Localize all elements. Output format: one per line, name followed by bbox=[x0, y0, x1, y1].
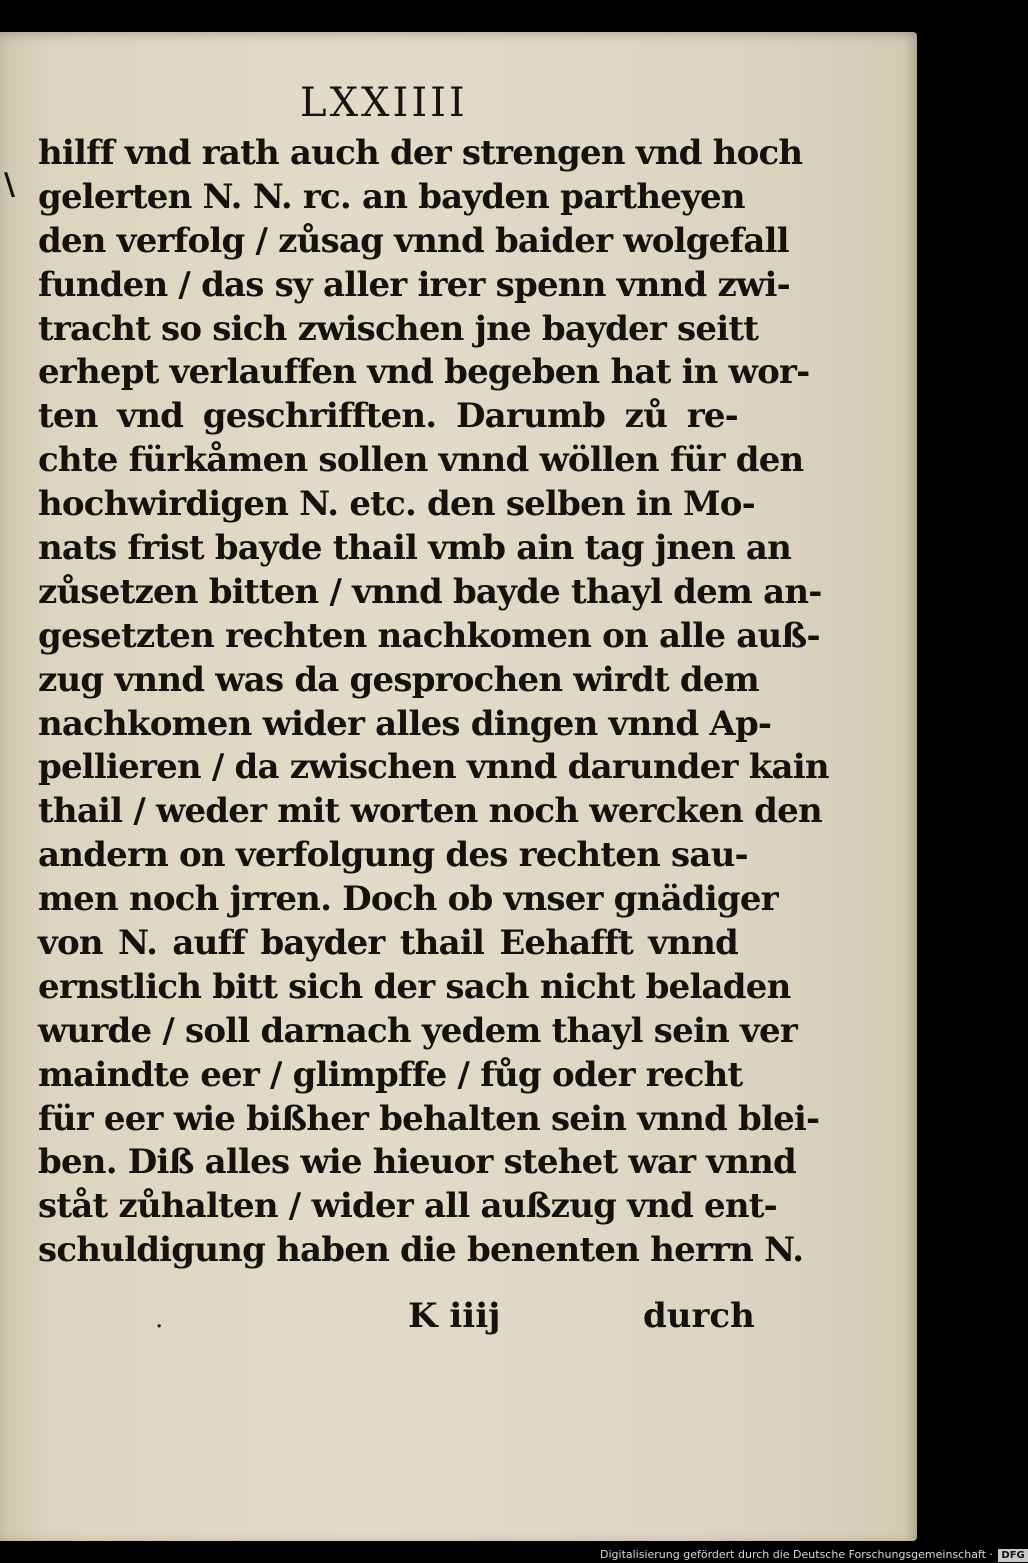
margin-mark: \ bbox=[4, 167, 15, 202]
text-line: den verfolg / zůsag vnnd baider wolgefall bbox=[38, 220, 789, 261]
margin-dot: . bbox=[155, 1304, 164, 1334]
catchword: durch bbox=[643, 1296, 755, 1336]
signature-mark: K iiij bbox=[408, 1296, 501, 1336]
text-line: ben. Diß alles wie hieuor stehet war vnnd bbox=[38, 1142, 796, 1183]
text-line: hochwirdigen N. etc. den selben in Mo‑ bbox=[38, 484, 755, 525]
folio-number: LXXIIII bbox=[300, 80, 468, 126]
text-line: thail / weder mit worten noch wercken den bbox=[38, 791, 822, 832]
text-line: nachkomen wider alles dingen vnnd Ap‑ bbox=[38, 703, 772, 744]
text-line: andern on verfolgung des rechten sau‑ bbox=[38, 835, 748, 876]
dfg-logo: DFG bbox=[998, 1549, 1027, 1562]
text-line: schuldigung haben die benenten herrn N. bbox=[38, 1230, 804, 1271]
text-line: ståt zůhalten / wider all außzug vnd ent‑ bbox=[38, 1186, 777, 1227]
text-line: pellieren / da zwischen vnnd darunder kain bbox=[38, 747, 829, 788]
credit-text: Digitalisierung gefördert durch die Deutsche Forschungsgemeinschaft · bbox=[600, 1548, 993, 1561]
text-line: hilff vnd rath auch der strengen vnd hoch bbox=[38, 133, 803, 173]
text-line: tracht so sich zwischen jne bayder seitt bbox=[38, 308, 759, 349]
text-line: maindte eer / glimpffe / fůg oder recht bbox=[38, 1054, 743, 1095]
text-line: wurde / soll darnach yedem thayl sein ver bbox=[38, 1010, 797, 1051]
text-line: men noch jrren. Doch ob vnser gnädiger bbox=[38, 879, 778, 920]
book-page bbox=[0, 32, 917, 1541]
text-line: funden / das sy aller irer spenn vnnd zwi‑ bbox=[38, 264, 790, 305]
text-line: von N. auff bayder thail Eehafft vnnd bbox=[38, 923, 738, 964]
text-line: zůsetzen bitten / vnnd bayde thayl dem an‑ bbox=[38, 571, 822, 612]
text-block bbox=[38, 132, 829, 1273]
text-line: erhept verlauffen vnd begeben hat in wor‑ bbox=[38, 352, 810, 393]
text-line: gesetzten rechten nachkomen on alle auß‑ bbox=[38, 615, 820, 656]
text-line: ernstlich bitt sich der sach nicht beladen bbox=[38, 966, 791, 1007]
text-line: ten vnd geschrifften. Darumb zů re‑ bbox=[38, 396, 738, 437]
text-line: gelerten N. N. rc. an bayden partheyen bbox=[38, 176, 745, 217]
text-line: nats frist bayde thail vmb ain tag jnen an bbox=[38, 528, 792, 569]
text-line: chte fürkåmen sollen vnnd wöllen für den bbox=[38, 440, 804, 481]
digitization-credit bbox=[600, 1546, 1025, 1563]
text-line: zug vnnd was da gesprochen wirdt dem bbox=[38, 659, 759, 700]
text-line: für eer wie bißher behalten sein vnnd blei‑ bbox=[38, 1098, 820, 1139]
